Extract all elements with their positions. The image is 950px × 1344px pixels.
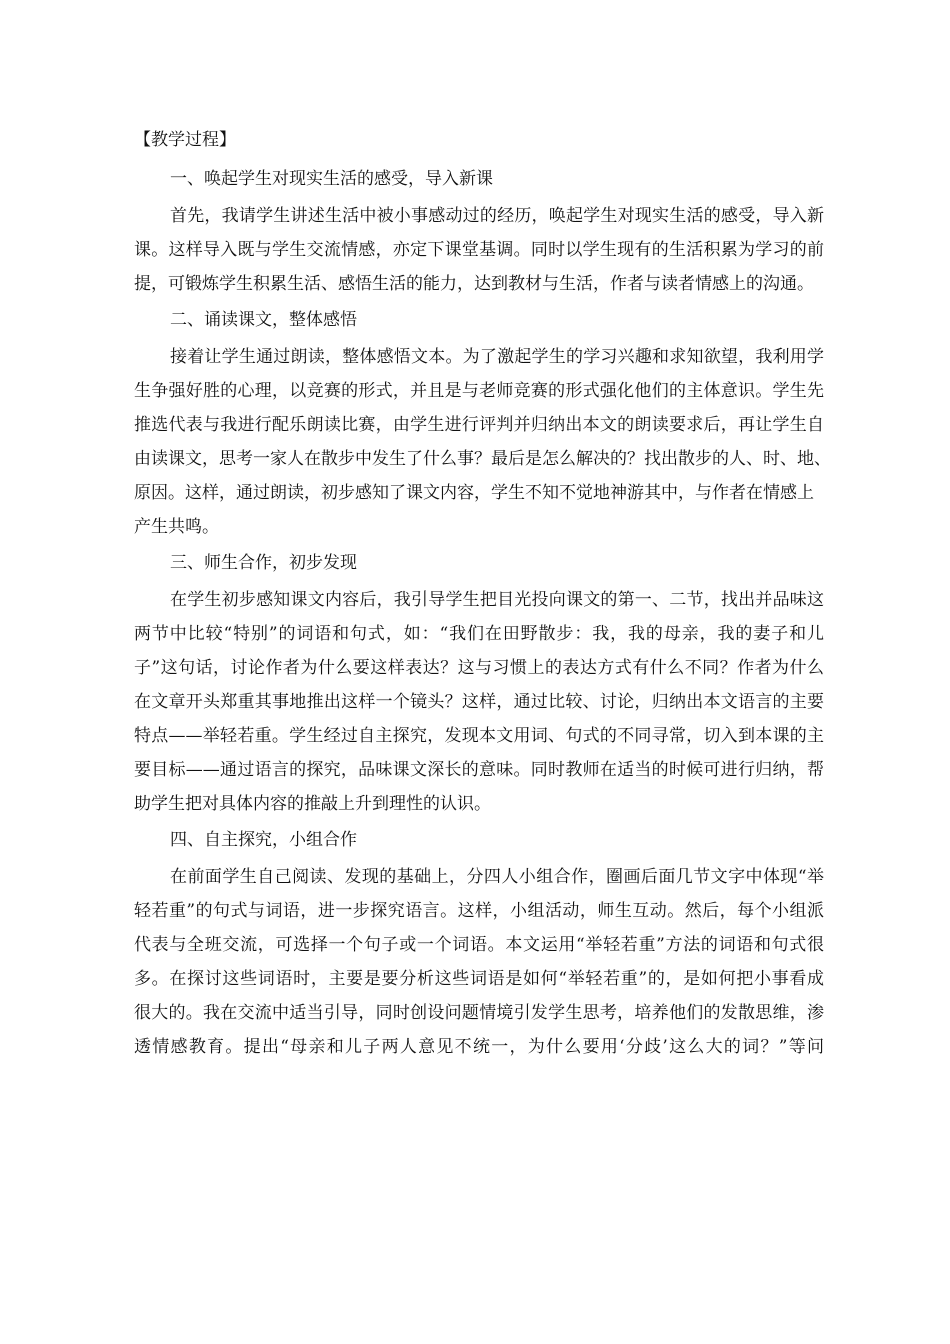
- section-heading-4: 四、自主探究，小组合作: [170, 830, 357, 850]
- paragraph-line: 推选代表与我进行配乐朗读比赛，由学生进行评判并归纳出本文的朗读要求后，再让学生自: [134, 415, 824, 435]
- document-title: 【教学过程】: [134, 130, 236, 150]
- paragraph-line: 由读课文，思考一家人在散步中发生了什么事？最后是怎么解决的？找出散步的人、时、地、: [134, 449, 831, 469]
- paragraph-line: 透情感教育。提出“母亲和儿子两人意见不统一，为什么要用‘分歧’这么大的词？”等问: [134, 1037, 824, 1057]
- paragraph-line: 子”这句话，讨论作者为什么要这样表达？这与习惯上的表达方式有什么不同？作者为什么: [134, 658, 824, 678]
- paragraph-line: 轻若重”的句式与词语，进一步探究语言。这样，小组活动，师生互动。然后，每个小组派: [134, 901, 824, 921]
- paragraph-line: 代表与全班交流，可选择一个句子或一个词语。本文运用“举轻若重”方法的词语和句式很: [134, 935, 824, 955]
- paragraph-line: 特点——举轻若重。学生经过自主探究，发现本文用词、句式的不同寻常，切入到本课的主: [134, 726, 824, 746]
- paragraph-line: 在学生初步感知课文内容后，我引导学生把目光投向课文的第一、二节，找出并品味这: [170, 590, 824, 610]
- paragraph-line: 要目标——通过语言的探究，品味课文深长的意味。同时教师在适当的时候可进行归纳，帮: [134, 760, 824, 780]
- paragraph-line: 两节中比较“特别”的词语和句式，如：“我们在田野散步：我，我的母亲，我的妻子和儿: [134, 624, 824, 644]
- section-heading-1: 一、唤起学生对现实生活的感受，导入新课: [170, 169, 493, 189]
- paragraph-line: 助学生把对具体内容的推敲上升到理性的认识。: [134, 794, 491, 814]
- paragraph-line: 提，可锻炼学生积累生活、感悟生活的能力，达到教材与生活，作者与读者情感上的沟通。: [134, 274, 814, 294]
- paragraph-line: 产生共鸣。: [134, 517, 219, 537]
- paragraph-line: 首先，我请学生讲述生活中被小事感动过的经历，唤起学生对现实生活的感受，导入新: [170, 206, 824, 226]
- section-heading-3: 三、师生合作，初步发现: [170, 553, 357, 573]
- paragraph-line: 接着让学生通过朗读，整体感悟文本。为了激起学生的学习兴趣和求知欲望，我利用学: [170, 347, 824, 367]
- paragraph-line: 生争强好胜的心理，以竞赛的形式，并且是与老师竞赛的形式强化他们的主体意识。学生先: [134, 381, 824, 401]
- paragraph-line: 在前面学生自己阅读、发现的基础上，分四人小组合作，圈画后面几节文字中体现“举: [170, 867, 824, 887]
- paragraph-line: 课。这样导入既与学生交流情感，亦定下课堂基调。同时以学生现有的生活积累为学习的前: [134, 240, 824, 260]
- section-heading-2: 二、诵读课文，整体感悟: [170, 310, 357, 330]
- document-body: [134, 121, 831, 1064]
- paragraph-line: 原因。这样，通过朗读，初步感知了课文内容，学生不知不觉地神游其中，与作者在情感上: [134, 483, 814, 503]
- paragraph-line: 很大的。我在交流中适当引导，同时创设问题情境引发学生思考，培养他们的发散思维，渗: [134, 1003, 824, 1023]
- paragraph-line: 多。在探讨这些词语时，主要是要分析这些词语是如何“举轻若重”的，是如何把小事看成: [134, 969, 824, 989]
- paragraph-line: 在文章开头郑重其事地推出这样一个镜头？这样，通过比较、讨论，归纳出本文语言的主要: [134, 692, 824, 712]
